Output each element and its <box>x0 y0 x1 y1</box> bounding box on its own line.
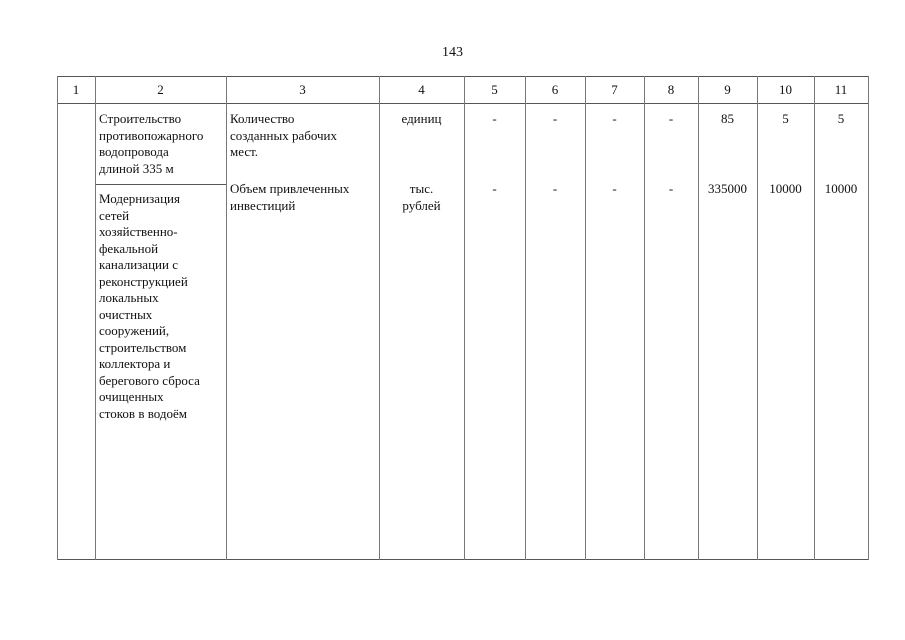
col-border <box>585 76 586 560</box>
text-line: коллектора и <box>99 356 171 371</box>
text-line: локальных <box>99 290 159 305</box>
text-line: созданных рабочих <box>230 127 337 143</box>
text-line: реконструкцией <box>99 273 188 289</box>
row2-col7: - <box>612 181 617 196</box>
row1-col6: - <box>552 111 558 126</box>
text-line: длиной 335 м <box>99 160 174 176</box>
row1-col10: 5 <box>782 111 789 126</box>
row1-project-name <box>99 111 225 177</box>
column-header: 6 <box>551 82 559 97</box>
text-line: очистных <box>99 306 153 322</box>
text-line: канализации с <box>99 257 178 272</box>
text-line: единиц <box>401 111 442 126</box>
row2-col10: 10000 <box>769 181 802 196</box>
row1-col11: 5 <box>837 111 845 126</box>
text-line: водопровода <box>99 144 169 159</box>
col-border <box>379 76 380 560</box>
text-line: очищенных <box>99 389 164 404</box>
column-header: 11 <box>834 82 848 97</box>
text-line: рублей <box>402 197 441 213</box>
text-line: инвестиций <box>230 197 296 213</box>
col-border <box>464 76 465 560</box>
column-header: 8 <box>667 82 675 97</box>
row2-col6: - <box>552 181 558 196</box>
col-border <box>644 76 645 560</box>
column-header: 2 <box>157 82 164 97</box>
col-border <box>95 76 96 560</box>
row2-col11: 10000 <box>824 181 858 196</box>
row1-col7: - <box>612 111 617 126</box>
row2-col5: - <box>492 181 497 196</box>
row1-col5: - <box>492 111 497 126</box>
page-number: 143 <box>442 45 463 60</box>
col-border <box>757 76 758 560</box>
text-line: сетей <box>99 207 130 223</box>
row2-project-name <box>99 191 225 422</box>
row2-unit <box>379 181 464 214</box>
table-bottom-border <box>57 559 869 560</box>
text-line: сооружений, <box>99 323 170 338</box>
col-border <box>868 76 869 560</box>
text-line: Количество <box>230 111 295 126</box>
row1-col8: - <box>668 111 674 126</box>
text-line: Строительство <box>99 111 182 126</box>
text-line: Модернизация <box>99 191 180 206</box>
text-line: тыс. <box>409 181 434 196</box>
text-line: хозяйственно- <box>99 224 178 239</box>
text-line: Объем привлеченных <box>230 181 350 196</box>
row1-unit <box>379 111 464 128</box>
header-bottom-border <box>57 103 869 104</box>
text-line: строительством <box>99 339 187 355</box>
col-border <box>226 76 227 560</box>
column-header: 10 <box>779 82 792 97</box>
text-line: мест. <box>230 144 259 159</box>
column-header: 1 <box>72 82 80 97</box>
row1-col9: 85 <box>721 111 734 126</box>
row1-indicator <box>230 111 378 161</box>
row2-col9: 335000 <box>708 181 747 196</box>
row2-indicator <box>230 181 378 214</box>
col-border <box>698 76 699 560</box>
col-border <box>57 76 58 560</box>
col-border <box>814 76 815 560</box>
col-border <box>525 76 526 560</box>
column-header: 9 <box>724 82 731 97</box>
column-header: 4 <box>418 82 425 97</box>
row2-col8: - <box>668 181 674 196</box>
col2-row-divider <box>95 184 226 185</box>
column-header: 5 <box>491 82 498 97</box>
text-line: противопожарного <box>99 127 204 143</box>
text-line: стоков в водоём <box>99 405 187 421</box>
text-line: фекальной <box>99 240 159 256</box>
text-line: берегового сброса <box>99 372 200 388</box>
column-header: 3 <box>299 82 306 97</box>
column-header: 7 <box>611 82 618 97</box>
